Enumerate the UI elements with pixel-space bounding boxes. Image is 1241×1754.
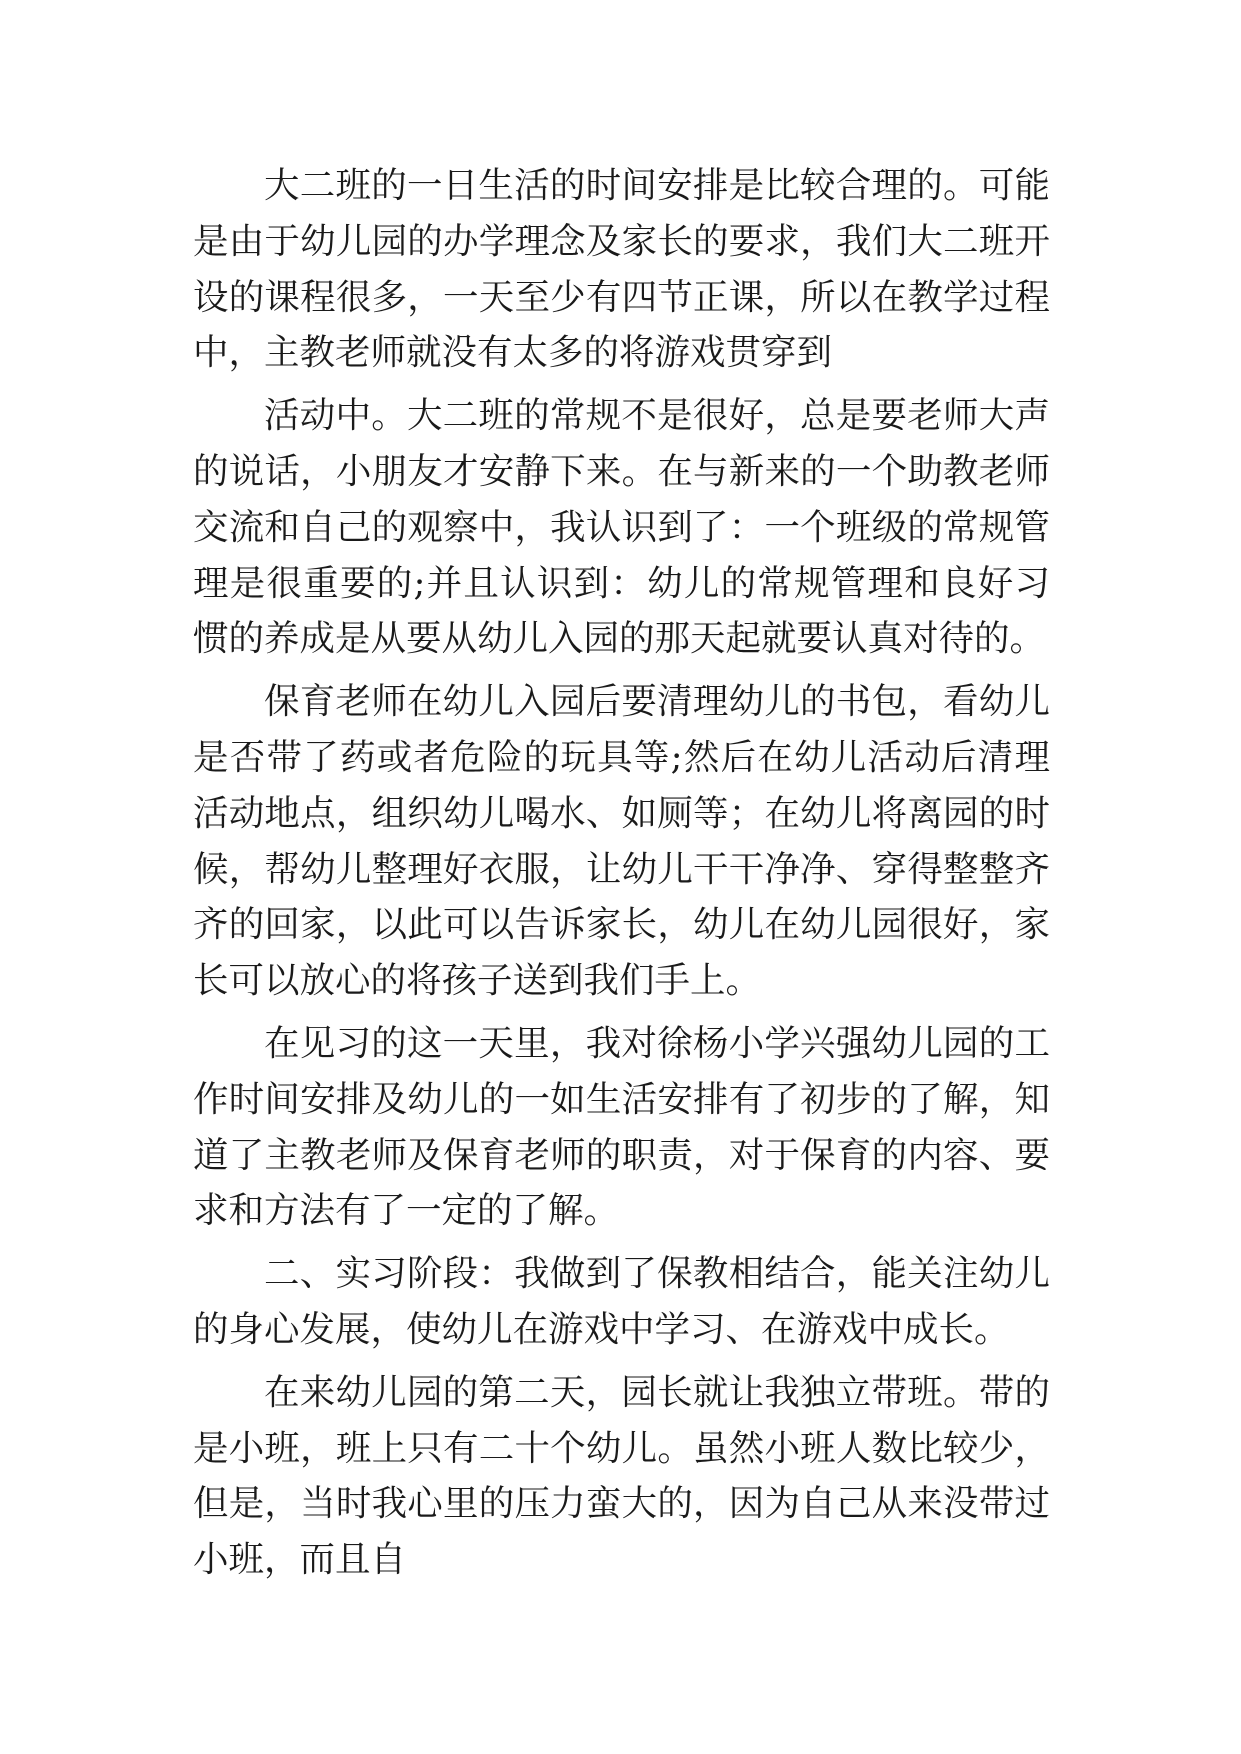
document-body: [193, 158, 1050, 1588]
paragraph-observation-summary: 在见习的这一天里，我对徐杨小学兴强幼儿园的工作时间安排及幼儿的一如生活安排有了初步的了解，知道了主教老师及保育老师的职责，对于保育的内容、要求和方法有了一定的了解。: [193, 1022, 1050, 1232]
paragraph-independent-class: 在来幼儿园的第二天，园长就让我独立带班。带的是小班，班上只有二十个幼儿。虽然小班人数比较少，但是，当时我心里的压力蛮大的，因为自己从来没带过小班，而且自: [193, 1371, 1050, 1581]
paragraph-internship-stage: 二、实习阶段：我做到了保教相结合，能关注幼儿的身心发展，使幼儿在游戏中学习、在游戏中成长。: [193, 1253, 1050, 1350]
paragraph-class-routine: 活动中。大二班的常规不是很好，总是要老师大声的说话，小朋友才安静下来。在与新来的一个助教老师交流和自己的观察中，我认识到了：一个班级的常规管理是很重要的;并且认识到：幼儿的常规管理和良好习惯的养成是从要从幼儿入园的那天起就要认真对待的。: [193, 395, 1050, 660]
paragraph-nursery-teacher-duties: 保育老师在幼儿入园后要清理幼儿的书包，看幼儿是否带了药或者危险的玩具等;然后在幼儿活动后清理活动地点，组织幼儿喝水、如厕等；在幼儿将离园的时候，帮幼儿整理好衣服，让幼儿干干净净、穿得整整齐齐的回家，以此可以告诉家长，幼儿在幼儿园很好，家长可以放心的将孩子送到我们手上。: [193, 681, 1050, 1002]
paragraph-daily-schedule: 大二班的一日生活的时间安排是比较合理的。可能是由于幼儿园的办学理念及家长的要求，我们大二班开设的课程很多，一天至少有四节正课，所以在教学过程中，主教老师就没有太多的将游戏贯穿到: [193, 165, 1050, 374]
